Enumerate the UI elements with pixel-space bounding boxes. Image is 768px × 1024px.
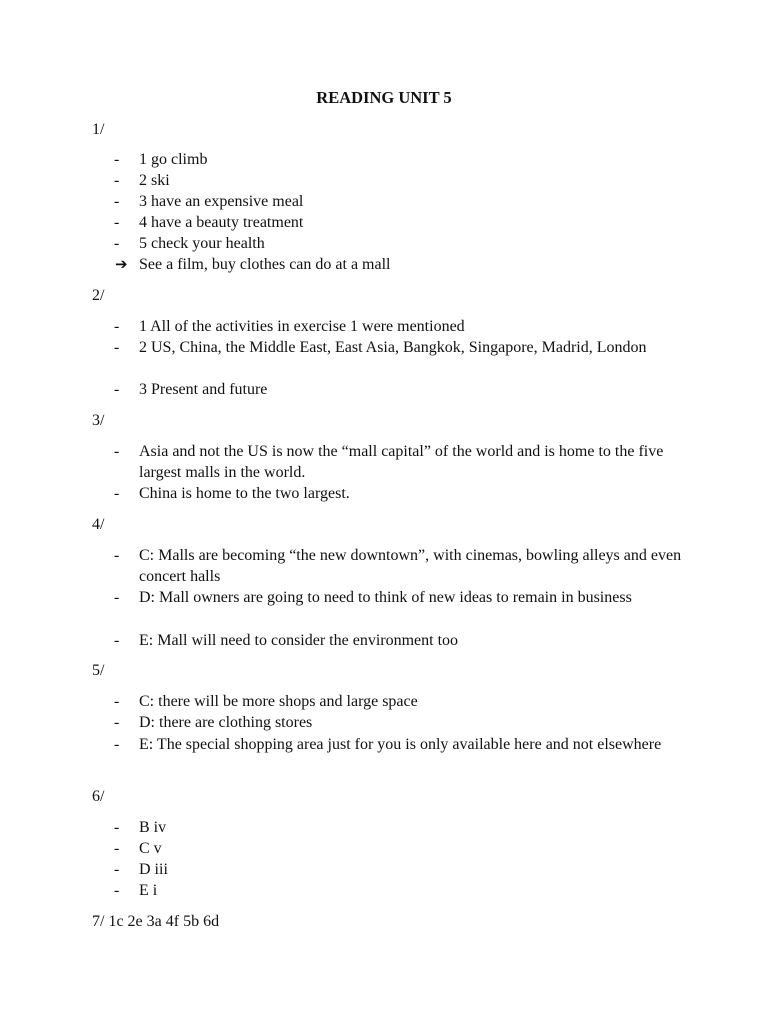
page-title: READING UNIT 5 (316, 88, 452, 107)
list-item-text: D: Mall owners are going to need to think of new ideas to remain in business (139, 589, 632, 606)
section-number-2: 2/ (92, 287, 105, 304)
list-item-text: 2 ski (139, 172, 170, 189)
list-item-text: E: Mall will need to consider the environment too (139, 632, 459, 649)
bullet-dash: - (114, 381, 120, 398)
bullet-dash: - (114, 840, 120, 857)
section-number-3: 3/ (92, 412, 105, 429)
bullet-dash: - (114, 714, 120, 731)
answer-line-7: 7/ 1c 2e 3a 4f 5b 6d (92, 913, 220, 930)
bullet-dash: - (114, 318, 120, 335)
bullet-dash: - (114, 693, 120, 710)
bullet-dash: - (114, 632, 120, 649)
bullet-dash: - (114, 339, 120, 356)
list-item-text: D iii (139, 861, 168, 878)
bullet-dash: - (114, 193, 120, 210)
bullet-dash: - (114, 172, 120, 189)
list-item-text: 3 have an expensive meal (139, 193, 304, 210)
section-number-1: 1/ (92, 121, 105, 138)
bullet-dash: - (114, 882, 120, 899)
list-item-text: D: there are clothing stores (139, 714, 313, 731)
list-item-text: 3 Present and future (139, 381, 268, 398)
bullet-dash: - (114, 819, 120, 836)
list-item-text: 2 US, China, the Middle East, East Asia, Bangkok, Singapore, Madrid, London (139, 339, 647, 356)
bullet-dash: - (114, 736, 120, 753)
bullet-dash: - (114, 151, 120, 168)
section-number-5: 5/ (92, 662, 105, 679)
list-item-text: C v (139, 840, 162, 857)
list-item-text: E: The special shopping area just for you is only available here and not elsewhere (139, 736, 662, 753)
list-item-text: Asia and not the US is now the “mall capital” of the world and is home to the five largest malls in the world. (139, 443, 664, 482)
list-item-text: See a film, buy clothes can do at a mall (139, 256, 391, 273)
list-item-text: China is home to the two largest. (139, 485, 350, 502)
right-arrow-icon: ➔ (115, 255, 128, 273)
bullet-dash: - (114, 589, 120, 606)
section-number-4: 4/ (92, 516, 105, 533)
list-item-text: B iv (139, 819, 167, 836)
bullet-dash: - (114, 485, 120, 502)
bullet-dash: - (114, 547, 120, 564)
list-item-text: C: there will be more shops and large space (139, 693, 418, 710)
bullet-dash: - (114, 214, 120, 231)
list-item-text: 1 All of the activities in exercise 1 were mentioned (139, 318, 465, 335)
list-item-text: E i (139, 882, 158, 899)
list-item-text: 4 have a beauty treatment (139, 214, 304, 231)
list-item-text: 1 go climb (139, 151, 208, 168)
list-item-text: 5 check your health (139, 235, 265, 252)
bullet-dash: - (114, 235, 120, 252)
section-number-6: 6/ (92, 788, 105, 805)
bullet-dash: - (114, 443, 120, 460)
bullet-dash: - (114, 861, 120, 878)
list-item-text: C: Malls are becoming “the new downtown”, with cinemas, bowling alleys and even concert halls (139, 547, 682, 586)
